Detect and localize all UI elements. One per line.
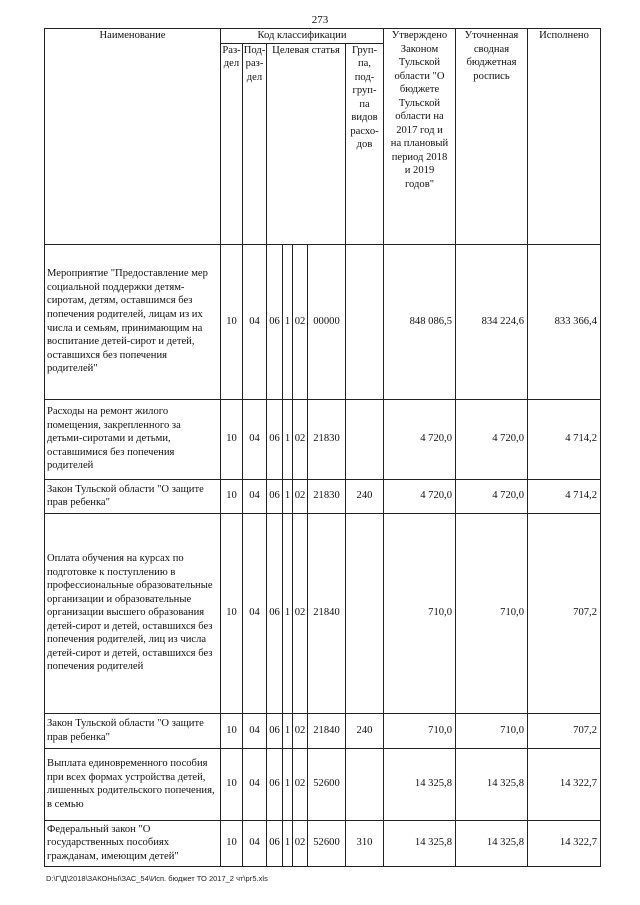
row-refined: 4 720,0 xyxy=(456,399,528,479)
row-target-2: 1 xyxy=(283,399,293,479)
row-target-1: 06 xyxy=(267,713,283,748)
row-target-2: 1 xyxy=(283,244,293,399)
row-target-4: 52600 xyxy=(308,748,346,820)
row-approved: 14 325,8 xyxy=(384,820,456,866)
row-executed: 707,2 xyxy=(528,513,601,713)
row-executed: 707,2 xyxy=(528,713,601,748)
row-podrazdel: 04 xyxy=(243,244,267,399)
row-target-4: 21830 xyxy=(308,399,346,479)
row-target-2: 1 xyxy=(283,820,293,866)
row-executed: 833 366,4 xyxy=(528,244,601,399)
header-target: Целевая статья xyxy=(267,43,346,244)
row-target-4: 21840 xyxy=(308,513,346,713)
row-podrazdel: 04 xyxy=(243,820,267,866)
row-approved: 848 086,5 xyxy=(384,244,456,399)
row-target-1: 06 xyxy=(267,479,283,513)
row-podrazdel: 04 xyxy=(243,713,267,748)
row-executed: 4 714,2 xyxy=(528,399,601,479)
row-target-3: 02 xyxy=(293,820,308,866)
row-refined: 14 325,8 xyxy=(456,748,528,820)
table-row xyxy=(45,399,601,479)
row-razdel: 10 xyxy=(221,820,243,866)
row-approved: 710,0 xyxy=(384,713,456,748)
header-podrazdel: Под- раз- дел xyxy=(243,43,267,244)
footer-file-path: D:\Г\Д\2018\ЗАКОНЫ\ЗАС_54\Исп. бюджет ТО 2017_2 чт\рг5.xls xyxy=(46,874,268,883)
header-vidy: Груп- па, под- груп- па видов расхо- дов xyxy=(346,43,384,244)
row-target-4: 21830 xyxy=(308,479,346,513)
row-razdel: 10 xyxy=(221,479,243,513)
row-target-3: 02 xyxy=(293,713,308,748)
table-row xyxy=(45,479,601,513)
header-razdel: Раз- дел xyxy=(221,43,243,244)
row-vid: 240 xyxy=(346,479,384,513)
header-name: Наименование xyxy=(45,29,221,245)
row-target-3: 02 xyxy=(293,748,308,820)
budget-table xyxy=(44,28,601,867)
row-podrazdel: 04 xyxy=(243,399,267,479)
row-approved: 710,0 xyxy=(384,513,456,713)
row-approved: 14 325,8 xyxy=(384,748,456,820)
table-row xyxy=(45,748,601,820)
row-target-1: 06 xyxy=(267,399,283,479)
row-target-3: 02 xyxy=(293,479,308,513)
row-executed: 14 322,7 xyxy=(528,748,601,820)
table-row xyxy=(45,820,601,866)
table-row xyxy=(45,244,601,399)
row-name: Закон Тульской области "О защите прав ребенка" xyxy=(45,479,221,513)
row-razdel: 10 xyxy=(221,513,243,713)
row-target-2: 1 xyxy=(283,513,293,713)
row-name: Оплата обучения на курсах по подготовке к поступлению в профессиональные образовательные организации и образовательные организации высшего образования детей-сирот и детей, оставшихся без попечения родителей, лиц из числа детей-сирот и детей, оставшихся без попечения родителей xyxy=(45,513,221,713)
row-approved: 4 720,0 xyxy=(384,479,456,513)
row-refined: 834 224,6 xyxy=(456,244,528,399)
table-row xyxy=(45,513,601,713)
row-vid xyxy=(346,513,384,713)
row-razdel: 10 xyxy=(221,399,243,479)
row-vid: 240 xyxy=(346,713,384,748)
header-approved: Утверждено Законом Тульской области "О бюджете Тульской области на 2017 год и на плановый период 2018 и 2019 годов" xyxy=(384,29,456,245)
row-name: Федеральный закон "О государственных пособиях гражданам, имеющим детей" xyxy=(45,820,221,866)
row-razdel: 10 xyxy=(221,748,243,820)
row-target-3: 02 xyxy=(293,513,308,713)
row-executed: 14 322,7 xyxy=(528,820,601,866)
row-name: Мероприятие "Предоставление мер социальной поддержки детям-сиротам, детям, оставшимся без попечения родителей, лицам из их числа и семьям, принимающим на воспитание детей-сирот и детей, оставшихся без попечения родителей" xyxy=(45,244,221,399)
row-vid xyxy=(346,244,384,399)
page-number: 273 xyxy=(311,14,329,26)
header-code-group: Код классификации xyxy=(221,29,384,44)
row-podrazdel: 04 xyxy=(243,748,267,820)
row-name: Закон Тульской области "О защите прав ребенка" xyxy=(45,713,221,748)
row-refined: 14 325,8 xyxy=(456,820,528,866)
row-vid xyxy=(346,748,384,820)
row-target-2: 1 xyxy=(283,748,293,820)
row-podrazdel: 04 xyxy=(243,513,267,713)
row-target-2: 1 xyxy=(283,713,293,748)
row-target-3: 02 xyxy=(293,244,308,399)
row-target-1: 06 xyxy=(267,513,283,713)
row-refined: 710,0 xyxy=(456,513,528,713)
row-target-2: 1 xyxy=(283,479,293,513)
row-refined: 4 720,0 xyxy=(456,479,528,513)
row-target-4: 52600 xyxy=(308,820,346,866)
row-podrazdel: 04 xyxy=(243,479,267,513)
row-target-1: 06 xyxy=(267,748,283,820)
row-vid: 310 xyxy=(346,820,384,866)
row-vid xyxy=(346,399,384,479)
row-target-3: 02 xyxy=(293,399,308,479)
row-name: Расходы на ремонт жилого помещения, закрепленного за детьми-сиротами и детьми, оставшимися без попечения родителей xyxy=(45,399,221,479)
header-refined: Уточненная сводная бюджетная роспись xyxy=(456,29,528,245)
header-executed: Исполнено xyxy=(528,29,601,245)
row-target-4: 21840 xyxy=(308,713,346,748)
row-executed: 4 714,2 xyxy=(528,479,601,513)
row-name: Выплата единовременного пособия при всех формах устройства детей, лишенных родительского попечения, в семью xyxy=(45,748,221,820)
row-target-4: 00000 xyxy=(308,244,346,399)
row-razdel: 10 xyxy=(221,713,243,748)
row-refined: 710,0 xyxy=(456,713,528,748)
row-target-1: 06 xyxy=(267,820,283,866)
row-razdel: 10 xyxy=(221,244,243,399)
table-row xyxy=(45,713,601,748)
row-target-1: 06 xyxy=(267,244,283,399)
row-approved: 4 720,0 xyxy=(384,399,456,479)
